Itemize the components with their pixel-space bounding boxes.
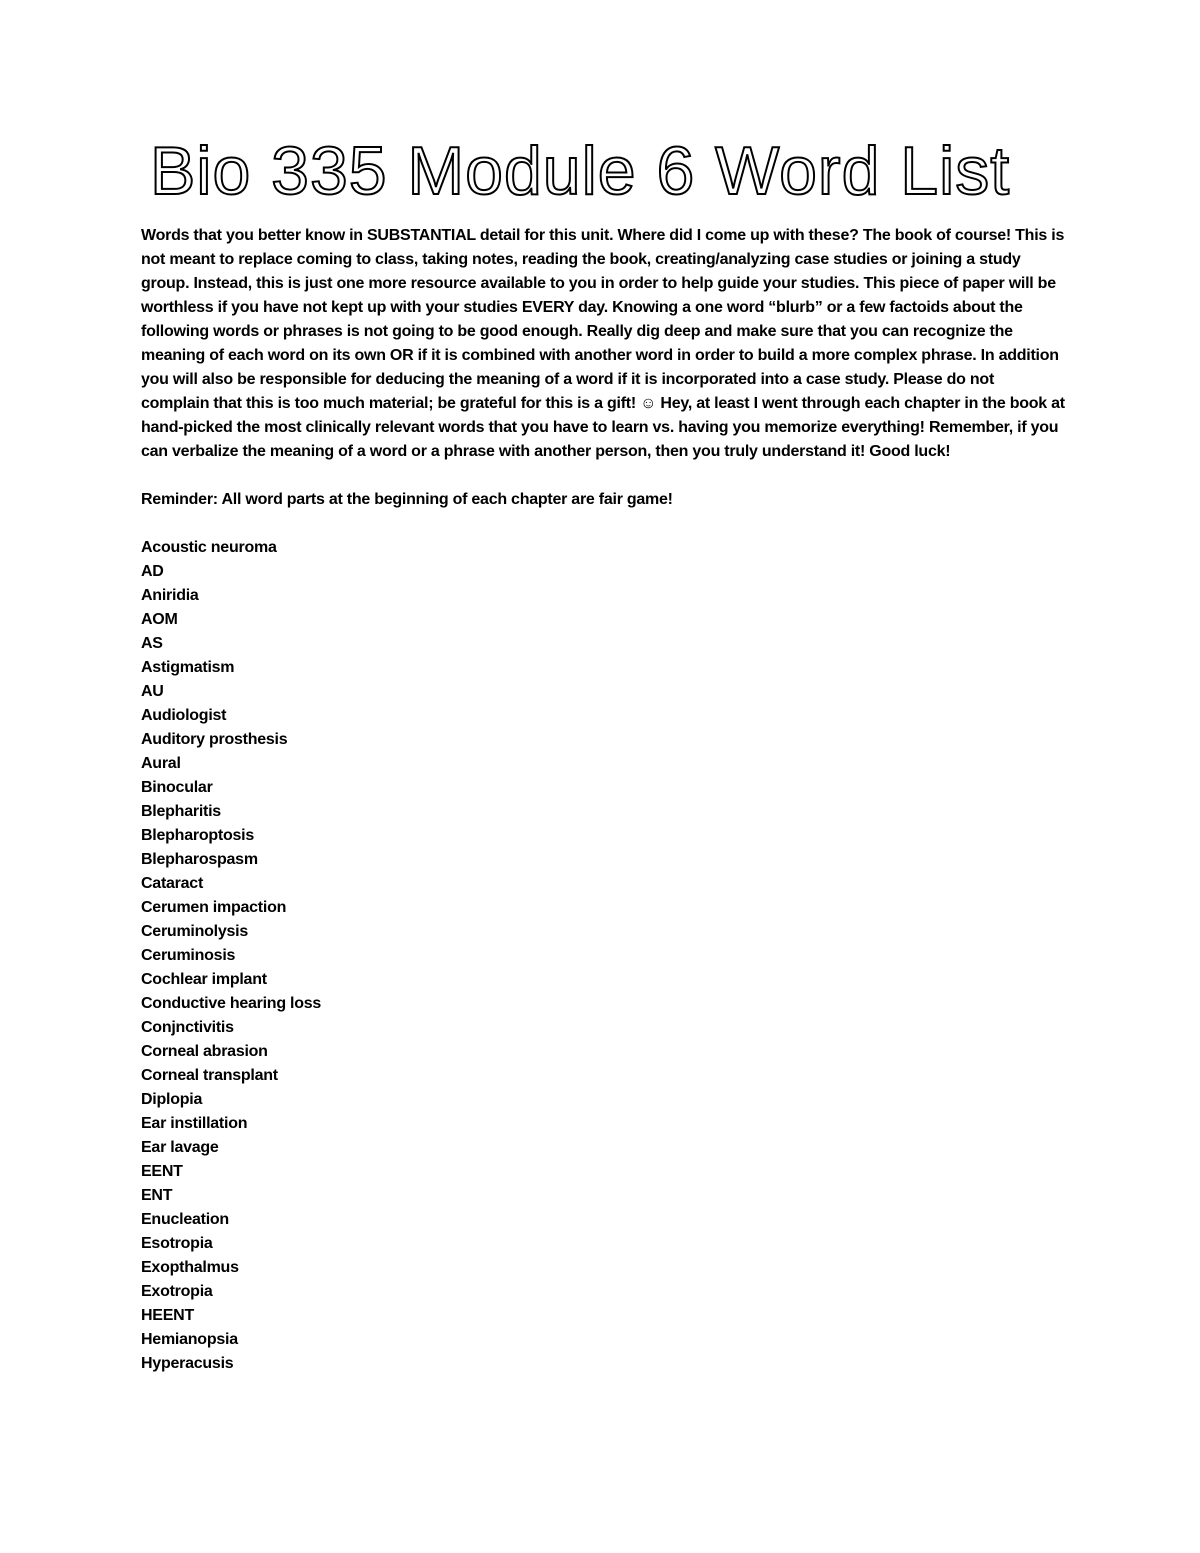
word-list-item: HEENT	[141, 1307, 194, 1324]
intro-paragraph: Words that you better know in SUBSTANTIAL detail for this unit. Where did I come up with these? The book of course! This is not meant to replace coming to class, taking notes, reading the book, creating/analyzing case studies or joining a study group. Instead, this is just one more resource available to you in order to help guide your studies. This piece of paper will be worthless if you have not kept up with your studies EVERY day. Knowing a one word “blurb” or a few factoids about the following words or phrases is not going to be good enough. Really dig deep and make sure that you can recognize the meaning of each word on its own OR if it is combined with another word in order to build a more complex phrase. In addition you will also be responsible for deducing the meaning of a word if it is incorporated into a case study. Please do not complain that this is too much material; be grateful for this is a gift! ☺ Hey, at least I went through each chapter in the book at hand-picked the most clinically relevant words that you have to learn vs. having you memorize everything! Remember, if you can verbalize the meaning of a word or a phrase with another person, then you truly understand it! Good luck!	[141, 227, 1065, 460]
document-body	[141, 224, 1066, 1376]
word-list-item: Ceruminosis	[141, 947, 236, 964]
word-list-item: EENT	[141, 1163, 183, 1180]
word-list-item: Ear instillation	[141, 1115, 248, 1132]
word-list	[141, 536, 1066, 1376]
word-list-item: AD	[141, 563, 164, 580]
word-list-item: Aniridia	[141, 587, 199, 604]
word-list-item: Conjnctivitis	[141, 1019, 234, 1036]
word-list-item: Exopthalmus	[141, 1259, 239, 1276]
word-list-item: Cataract	[141, 875, 204, 892]
document-title: Bio 335 Module 6 Word List	[150, 133, 1011, 209]
word-list-item: Blepharitis	[141, 803, 221, 820]
word-list-item: Blepharospasm	[141, 851, 258, 868]
word-list-item: Audiologist	[141, 707, 227, 724]
word-list-item: Astigmatism	[141, 659, 235, 676]
word-list-item: Cerumen impaction	[141, 899, 287, 916]
reminder-line: Reminder: All word parts at the beginning of each chapter are fair game!	[141, 491, 673, 508]
word-list-item: Enucleation	[141, 1211, 229, 1228]
word-list-item: AU	[141, 683, 164, 700]
word-list-item: Blepharoptosis	[141, 827, 254, 844]
word-list-item: Hemianopsia	[141, 1331, 238, 1348]
word-list-item: Hyperacusis	[141, 1355, 234, 1372]
word-list-item: Ceruminolysis	[141, 923, 249, 940]
word-list-item: Acoustic neuroma	[141, 539, 277, 556]
word-list-item: Auditory prosthesis	[141, 731, 288, 748]
word-list-item: Diplopia	[141, 1091, 203, 1108]
word-list-item: Cochlear implant	[141, 971, 267, 988]
word-list-item: Exotropia	[141, 1283, 213, 1300]
word-list-item: Corneal abrasion	[141, 1043, 268, 1060]
word-list-item: Corneal transplant	[141, 1067, 278, 1084]
word-list-item: Esotropia	[141, 1235, 213, 1252]
word-list-item: AOM	[141, 611, 178, 628]
word-list-item: ENT	[141, 1187, 173, 1204]
word-list-item: Ear lavage	[141, 1139, 219, 1156]
word-list-item: Binocular	[141, 779, 213, 796]
word-list-item: Aural	[141, 755, 181, 772]
word-list-item: Conductive hearing loss	[141, 995, 322, 1012]
word-list-item: AS	[141, 635, 163, 652]
